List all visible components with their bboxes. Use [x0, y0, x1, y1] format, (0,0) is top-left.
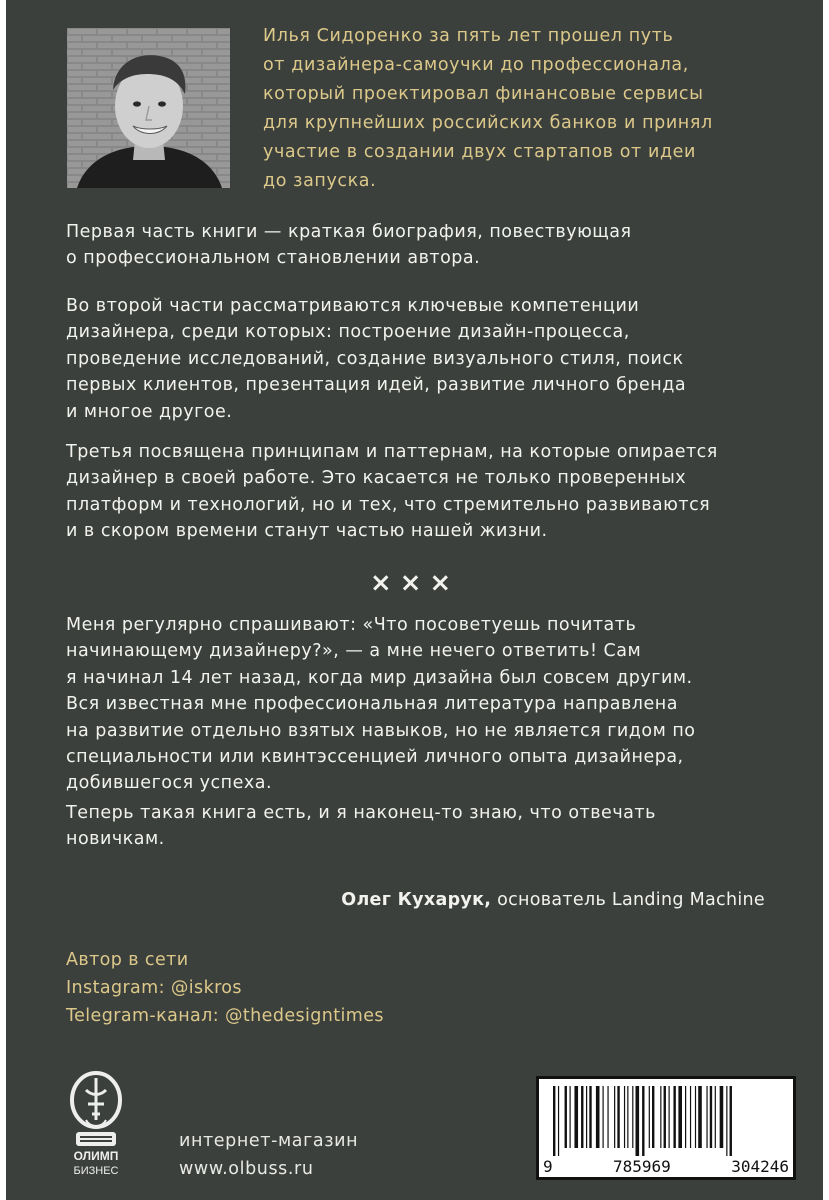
barcode-bar — [596, 1086, 600, 1148]
barcode-bar — [715, 1086, 716, 1148]
barcode-bar — [685, 1086, 686, 1148]
paragraph-line: на развитие отдельно взятых навыков, но не является гидом по — [66, 720, 696, 741]
barcode-bar — [586, 1086, 587, 1148]
barcode-bar — [710, 1086, 712, 1148]
barcode-bar — [632, 1086, 633, 1148]
paragraph-line: дизайнера, среди которых: построение дизайн-процесса, — [66, 322, 630, 343]
barcode-bar — [695, 1086, 696, 1148]
paragraph-line: проведение исследований, создание визуального стиля, поиск — [66, 348, 684, 369]
bio-line: который проектировал финансовые сервисы — [263, 84, 704, 104]
barcode-bar — [607, 1086, 608, 1148]
barcode-bar — [553, 1086, 555, 1156]
bio-line: Илья Сидоренко за пять лет прошел путь — [263, 26, 674, 46]
description-part-one — [66, 219, 806, 272]
paragraph-line: Третья посвящена принципам и паттернам, на которые опирается — [66, 442, 718, 462]
book-back-cover — [6, 0, 823, 1200]
section-separator: ××× — [369, 568, 460, 598]
author-photo — [67, 28, 230, 188]
barcode-bar — [664, 1086, 666, 1148]
barcode-bar — [627, 1086, 628, 1148]
description-part-three — [66, 439, 806, 545]
paragraph-line: и многое другое. — [66, 401, 233, 422]
barcode-bar — [589, 1086, 591, 1148]
barcode-bar — [624, 1086, 625, 1148]
barcode-bar — [726, 1086, 727, 1156]
barcode-bars — [549, 1086, 785, 1156]
paragraph-line: начинающему дизайнеру?», — а мне нечего ответить! Сам — [66, 641, 642, 662]
telegram-link[interactable]: Telegram-канал: @thedesigntimes — [66, 1006, 384, 1026]
barcode-bar — [565, 1086, 567, 1148]
paragraph-line: и в скором времени станут частью нашей жизни. — [66, 521, 548, 542]
paragraph-line: я начинал 14 лет назад, когда мир дизайна был совсем другим. — [66, 667, 693, 688]
barcode-bar — [706, 1086, 707, 1148]
barcode-bar — [581, 1086, 583, 1148]
barcode-bar — [673, 1086, 675, 1148]
shop-url-link[interactable]: www.olbuss.ru — [179, 1159, 314, 1179]
barcode-group-left: 785969 — [613, 1157, 671, 1176]
paragraph-line: Вся известная мне профессиональная литература направлена — [66, 694, 678, 715]
barcode-bar — [678, 1086, 682, 1148]
paragraph-line: Во второй части рассматриваются ключевые компетенции — [66, 296, 640, 316]
bio-line: до запуска. — [263, 171, 377, 191]
bio-line: участие в создании двух стартапов от идеи — [263, 142, 696, 162]
barcode-bar — [642, 1086, 644, 1156]
barcode-bar — [636, 1086, 640, 1156]
barcode-bar — [652, 1086, 654, 1148]
author-online — [66, 946, 384, 1030]
paragraph-line: первых клиентов, презентация идей, развитие личного бренда — [66, 375, 687, 396]
barcode-bar — [617, 1086, 619, 1148]
barcode-bar — [698, 1086, 702, 1148]
bio-line: для крупнейших российских банков и принял — [263, 113, 713, 133]
paragraph-line: новичкам. — [66, 829, 165, 850]
isbn-barcode — [536, 1076, 796, 1180]
barcode-bar — [570, 1086, 571, 1148]
paragraph-line: Меня регулярно спрашивают: «Что посоветуешь почитать — [66, 615, 637, 635]
barcode-bar — [614, 1086, 615, 1148]
paragraph-line: о профессиональном становлении автора. — [66, 248, 481, 269]
review-paragraph-one — [66, 612, 806, 797]
barcode-first-digit: 9 — [543, 1157, 553, 1176]
paragraph-line: Первая часть книги — краткая биография, повествующая — [66, 222, 632, 242]
paragraph-line: добившегося успеха. — [66, 773, 273, 794]
paragraph-line: Теперь такая книга есть, и я наконец-то знаю, что отвечать — [66, 803, 656, 823]
paragraph-line: дизайнер в своей работе. Это касается не только проверенных — [66, 468, 687, 489]
paragraph-line: специальности или квинтэссенцией личного опыта дизайнера, — [66, 747, 684, 768]
instagram-link[interactable]: Instagram: @iskros — [66, 978, 242, 998]
paragraph-line: платформ и технологий, но и тех, что стремительно развиваются — [66, 494, 711, 515]
description-part-two — [66, 293, 806, 425]
reviewer-role: основатель Landing Machine — [491, 890, 765, 910]
review-attribution — [341, 890, 765, 910]
bio-line: от дизайнера-самоучки до профессионала, — [263, 55, 689, 75]
barcode-bar — [603, 1086, 604, 1148]
online-shop — [179, 1127, 358, 1183]
publisher-logo — [64, 1070, 128, 1185]
author-bio — [263, 22, 783, 196]
barcode-bar — [720, 1086, 724, 1148]
logo-top-text: ОЛИМП — [73, 1149, 119, 1163]
barcode-bar — [690, 1086, 691, 1148]
barcode-bar — [558, 1086, 559, 1156]
barcode-bar — [730, 1086, 732, 1156]
reviewer-name: Олег Кухарук, — [341, 890, 492, 910]
logo-bottom-text: БИЗНЕС — [73, 1165, 119, 1177]
review-paragraph-two — [66, 800, 806, 853]
author-online-heading: Автор в сети — [66, 950, 189, 970]
barcode-digits — [543, 1157, 789, 1176]
barcode-bar — [649, 1086, 650, 1148]
barcode-bar — [574, 1086, 578, 1148]
barcode-group-right: 304246 — [731, 1157, 789, 1176]
barcode-bar — [669, 1086, 670, 1148]
barcode-bar — [660, 1086, 661, 1148]
shop-label: интернет-магазин — [179, 1131, 359, 1151]
